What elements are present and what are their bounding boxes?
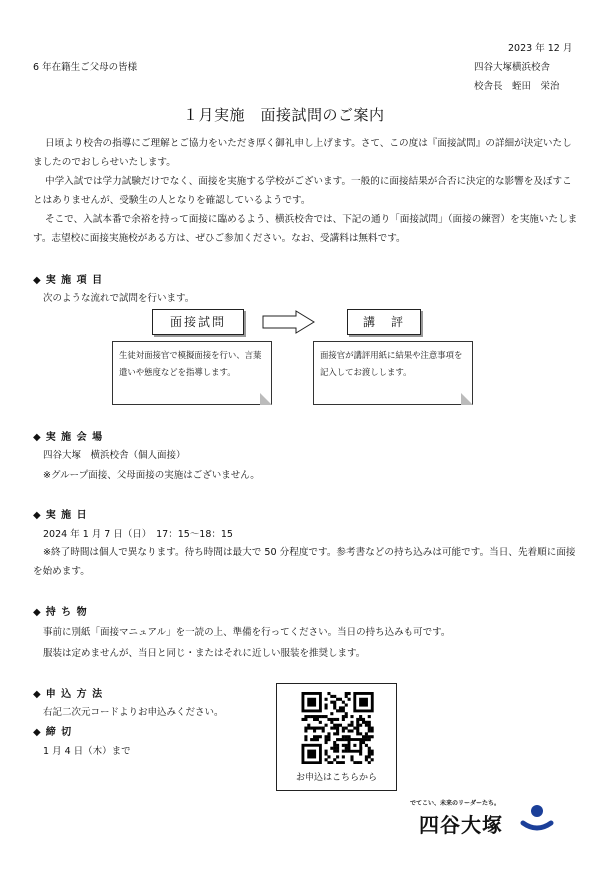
apply-line-1: 右記二次元コードよりお申込みください。 [43, 707, 224, 718]
qr-code-panel [276, 683, 397, 791]
intro-paragraph-2: 中学入試では学力試験だけでなく、面接を実施する学校がございます。一般的に面接結果が合否に決定的な影響を及ぼすことはありませんが、受験生の人となりを確認しているようです。 [33, 176, 572, 206]
flow-note-review [313, 341, 473, 405]
venue-line-2: ※グループ面接、父母面接の実施はございません。 [43, 470, 260, 481]
document-date: 2023 年 12 月 [508, 43, 573, 54]
intro-paragraph-3: そこで、入試本番で余裕を持って面接に臨めるよう、横浜校舎では、下記の通り「面接試問」（面接の練習）を実施いたします。志望校に面接実施校がある方は、ぜひご参加ください。なお、受講料は無料です。 [33, 214, 578, 244]
school-name: 四谷大塚横浜校舎 [474, 62, 551, 73]
diamond-icon: ◆ [33, 689, 42, 700]
section-heading-venue: ◆ 実 施 会 場 [33, 432, 104, 443]
right-arrow-icon [262, 310, 316, 334]
recipient: 6 年在籍生ご父母の皆様 [33, 62, 138, 73]
flow-step-review: 講 評 [347, 309, 421, 335]
flow-step-interview: 面接試問 [152, 309, 244, 335]
page-fold-icon [461, 393, 473, 405]
flow-note-interview [112, 341, 272, 405]
diamond-icon: ◆ [33, 607, 42, 618]
diamond-icon: ◆ [33, 275, 42, 286]
section-heading-apply: ◆ 申 込 方 法 [33, 689, 104, 700]
qr-code[interactable] [298, 692, 377, 764]
belongings-line-2: 服装は定めませんが、当日と同じ・またはそれに近しい服装を推奨します。 [43, 648, 366, 659]
page-title: １月実施 面接試問のご案内 [183, 106, 385, 124]
deadline-line-1: 1 月 4 日（木）まで [43, 746, 131, 757]
intro-paragraph-1: 日頃より校舎の指導にご理解とご協力をいただき厚く御礼申し上げます。さて、この度は『面接試問』の詳細が決定いたしましたのでおしらせいたします。 [33, 138, 572, 168]
diamond-icon: ◆ [33, 510, 42, 521]
section-heading-belongings: ◆ 持 ち 物 [33, 607, 88, 618]
items-text: 次のような流れで試問を行います。 [43, 293, 195, 304]
flow-note-review-text: 面接官が講評用紙に結果や注意事項を記入してお渡しします。 [320, 350, 463, 377]
venue-line-1: 四谷大塚 横浜校舎（個人面接） [43, 450, 186, 461]
flow-note-interview-text: 生徒対面接官で模擬面接を行い、言葉遣いや態度などを指導します。 [119, 350, 262, 377]
logo-name: 四谷大塚 [419, 813, 503, 837]
diamond-icon: ◆ [33, 727, 42, 738]
logo-tagline: でてこい、未来のリーダーたち。 [410, 800, 501, 807]
section-heading-deadline: ◆ 締 切 [33, 727, 73, 738]
date-line-1: 2024 年 1 月 7 日（日） 17：15～18：15 [43, 529, 233, 540]
section-heading-items: ◆ 実 施 項 目 [33, 275, 104, 286]
diamond-icon: ◆ [33, 432, 42, 443]
qr-caption: お申込はこちらから [295, 773, 377, 783]
principal-name: 校舎長 蛭田 栄治 [474, 81, 560, 92]
page-fold-icon [260, 393, 272, 405]
section-heading-date: ◆ 実 施 日 [33, 510, 88, 521]
belongings-line-1: 事前に別紙「面接マニュアル」を一読の上、準備を行ってください。当日の持ち込みも可です。 [43, 627, 451, 638]
date-line-2: ※終了時間は個人で異なります。待ち時間は最大で 50 分程度です。参考書などの持ち込みは可能です。当日、先着順に面接を始めます。 [33, 547, 576, 577]
logo-mark-icon [520, 803, 554, 833]
